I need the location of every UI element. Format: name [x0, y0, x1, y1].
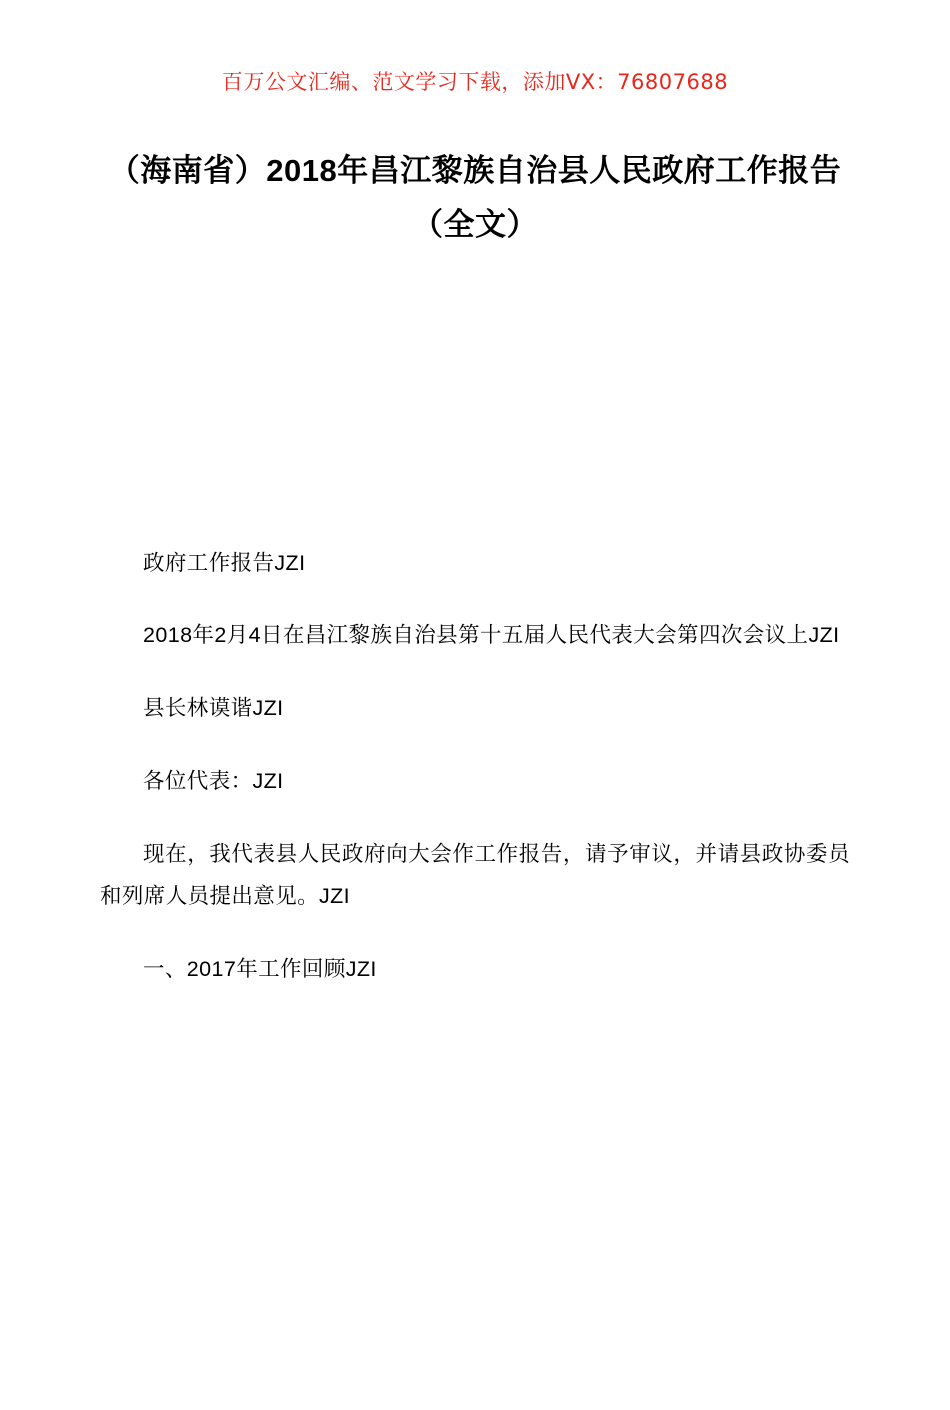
paragraph: 政府工作报告JZI — [143, 550, 306, 575]
paragraph: 各位代表：JZI — [143, 769, 284, 794]
promo-banner-text: 百万公文汇编、范文学习下载，添加VX：76807688 — [221, 70, 729, 94]
paragraph: 一、2017年工作回顾JZI — [143, 957, 377, 982]
document-body — [100, 543, 850, 991]
document-page — [0, 66, 950, 1410]
paragraph: 2018年2月4日在昌江黎族自治县第十五届人民代表大会第四次会议上JZI — [143, 623, 840, 648]
page-title: （海南省）2018年昌江黎族自治县人民政府工作报告（全文） — [108, 153, 842, 243]
paragraph: 县长林谟谐JZI — [143, 696, 284, 721]
paragraph: 现在，我代表县人民政府向大会作工作报告，请予审议，并请县政协委员和列席人员提出意见。JZI — [100, 842, 850, 909]
